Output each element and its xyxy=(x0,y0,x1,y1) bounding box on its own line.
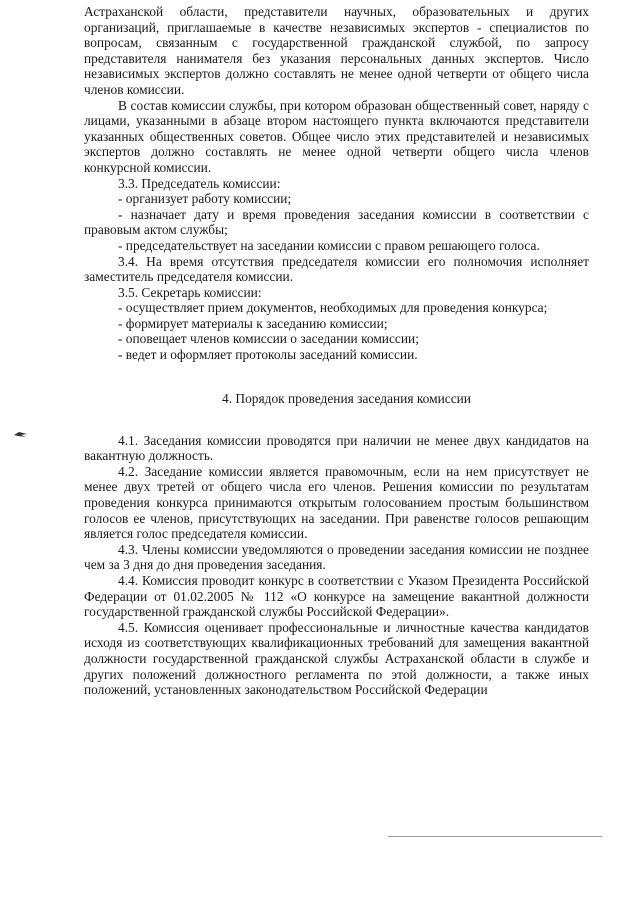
margin-mark-icon xyxy=(14,431,27,438)
paragraph: Астраханской области, представители научных, образовательных и других организаций, приглашаемые в качестве независимых экспертов - специалистов по вопросам, связанным с государственной гражданской службой, по запросу представителя нанимателя без указания персональных данных экспертов. Число независимых экспертов должно составлять не менее одной четверти от общего числа членов комиссии. xyxy=(84,4,589,97)
section-heading: 4. Порядок проведения заседания комиссии xyxy=(222,390,471,406)
paragraph: 3.5. Секретарь комиссии: xyxy=(118,284,262,300)
paragraph: 4.2. Заседание комиссии является правомочным, если на нем присутствует не менее двух третей от общего числа его членов. Решения комиссии по результатам проведения конкурса принимаются открытым голосованием простым большинством голосов ее членов, присутствующих на заседании. При равенстве голосов решающим является голос председателя комиссии. xyxy=(84,463,589,542)
paragraph: 4.5. Комиссия оценивает профессиональные и личностные качества кандидатов исходя из соответствующих квалификационных требований для замещения вакантной должности государственной гражданской службы Астраханской области в службе и других положений должностного регламента по этой должности, а также иных положений, установленных законодательством Российской Федерации xyxy=(84,619,589,698)
paragraph: В состав комиссии службы, при котором образован общественный совет, наряду с лицами, указанными в абзаце втором настоящего пункта включаются представители указанных общественных советов. Общее число этих представителей и независимых экспертов должно составлять не менее одной четверти общего числа членов конкурсной комиссии. xyxy=(84,97,589,175)
paragraph: 3.4. На время отсутствия председателя комиссии его полномочия исполняет заместитель председателя комиссии. xyxy=(84,253,589,285)
footer-rule xyxy=(388,836,602,837)
paragraph: 4.3. Члены комиссии уведомляются о проведении заседания комиссии не позднее чем за 3 дня до дня проведения заседания. xyxy=(84,541,589,573)
paragraph: 4.4. Комиссия проводит конкурс в соответствии с Указом Президента Российской Федерации от 01.02.2005 № 112 «О конкурсе на замещение вакантной должности государственной гражданской службы Российской Федерации». xyxy=(84,573,589,620)
paragraph: 3.3. Председатель комиссии: xyxy=(118,175,281,191)
document-page xyxy=(84,4,589,698)
paragraph: - формирует материалы к заседанию комиссии; xyxy=(118,315,388,331)
paragraph: - ведет и оформляет протоколы заседаний комиссии. xyxy=(118,347,418,363)
section-3-continuation xyxy=(84,4,589,363)
paragraph: - председательствует на заседании комиссии с правом решающего голоса. xyxy=(118,237,540,253)
paragraph: - оповещает членов комиссии о заседании комиссии; xyxy=(118,331,419,347)
section-4-body xyxy=(84,433,589,698)
paragraph: - назначает дату и время проведения заседания комиссии в соответствии с правовым актом службы; xyxy=(84,206,589,238)
paragraph: - осуществляет прием документов, необходимых для проведения конкурса; xyxy=(118,300,548,316)
paragraph: - организует работу комиссии; xyxy=(118,191,292,207)
paragraph: 4.1. Заседания комиссии проводятся при наличии не менее двух кандидатов на вакантную должность. xyxy=(84,432,589,464)
